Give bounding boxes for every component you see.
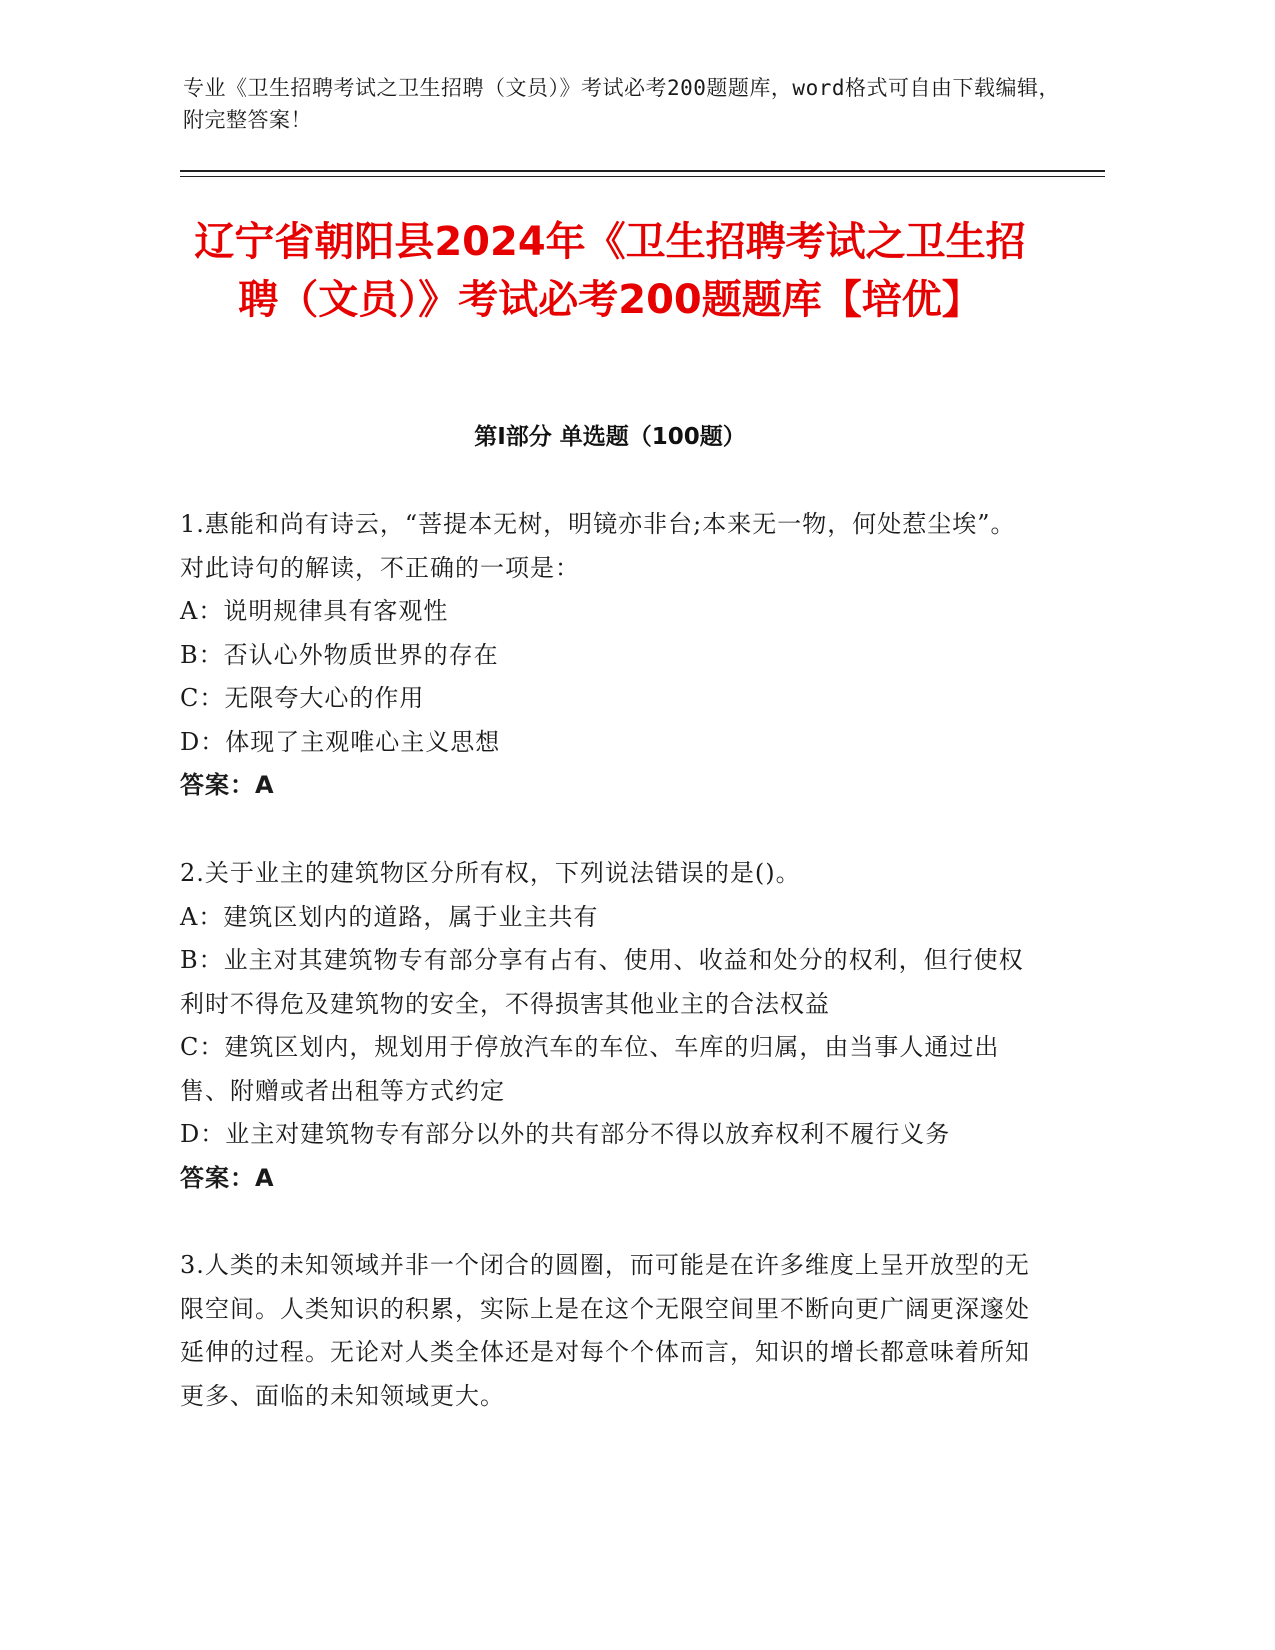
option-a: A：建筑区划内的道路，属于业主共有 bbox=[180, 902, 599, 931]
answer-line: 答案：A bbox=[180, 1163, 275, 1192]
document-title: 辽宁省朝阳县2024年《卫生招聘考试之卫生招聘（文员）》考试必考200题题库【培优】 bbox=[194, 219, 1026, 323]
header-note: 专业《卫生招聘考试之卫生招聘（文员）》考试必考200题题库，word格式可自由下载编辑，附完整答案！ bbox=[183, 76, 1060, 132]
question-stem: 1.惠能和尚有诗云，“菩提本无树，明镜亦非台;本来无一物，何处惹尘埃”。对此诗句的解读，不正确的一项是： bbox=[180, 510, 1016, 582]
question-stem: 3.人类的未知领域并非一个闭合的圆圈，而可能是在许多维度上呈开放型的无限空间。人类知识的积累，实际上是在这个无限空间里不断向更广阔更深邃处延伸的过程。无论对人类全体还是对每个个体而言，知识的增长都意味着所知更多、面临的未知领域更大。 bbox=[180, 1251, 1030, 1410]
option-d: D：体现了主观唯心主义思想 bbox=[180, 727, 501, 756]
header-divider-thin bbox=[180, 176, 1105, 177]
option-d: D：业主对建筑物专有部分以外的共有部分不得以放弃权利不履行义务 bbox=[180, 1120, 951, 1148]
question-item bbox=[180, 852, 1030, 1200]
header-divider-thick bbox=[180, 170, 1105, 172]
answer-line: 答案：A bbox=[180, 771, 275, 799]
option-b: B：业主对其建筑物专有部分享有占有、使用、收益和处分的权利，但行使权利时不得危及建筑物的安全，不得损害其他业主的合法权益 bbox=[180, 946, 1024, 1018]
question-item bbox=[180, 1244, 1030, 1418]
option-b: B：否认心外物质世界的存在 bbox=[180, 640, 499, 669]
question-item bbox=[180, 503, 1030, 808]
section-title: 第Ⅰ部分 单选题（100题） bbox=[474, 424, 746, 450]
option-c: C：建筑区划内，规划用于停放汽车的车位、车库的归属，由当事人通过出售、附赠或者出租等方式约定 bbox=[180, 1033, 1000, 1105]
question-stem: 2.关于业主的建筑物区分所有权，下列说法错误的是()。 bbox=[180, 859, 801, 887]
option-c: C：无限夸大心的作用 bbox=[180, 684, 425, 712]
option-a: A：说明规律具有客观性 bbox=[180, 597, 449, 625]
